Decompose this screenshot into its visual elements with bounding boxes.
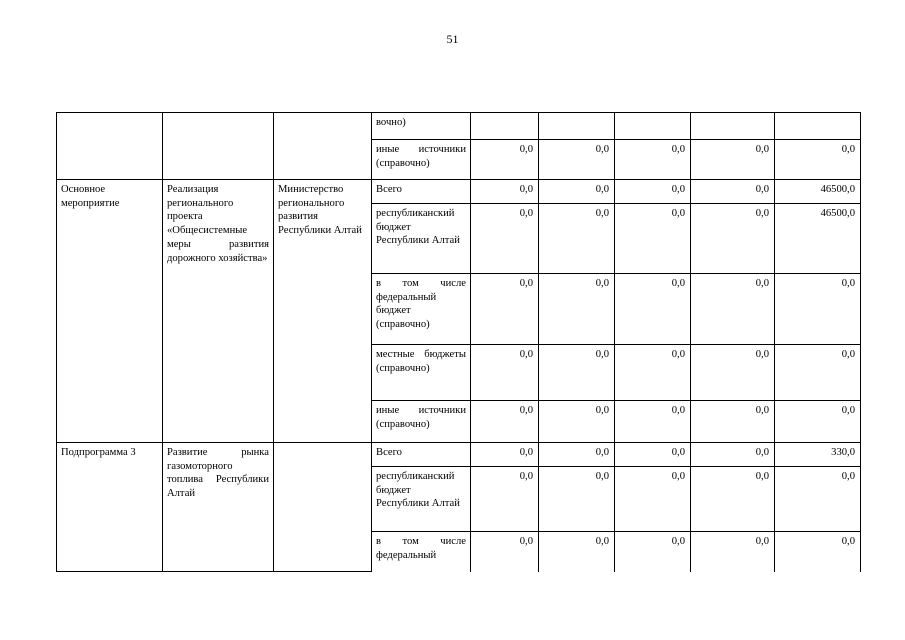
cell-value: 0,0 — [471, 345, 539, 401]
cell-value: 0,0 — [615, 345, 691, 401]
table-row — [57, 443, 861, 467]
cell-source: республиканский бюджет Республики Алтай — [372, 204, 471, 274]
cell-value: 0,0 — [691, 274, 775, 345]
cell-value — [471, 113, 539, 140]
cell-value: 0,0 — [539, 274, 615, 345]
cell-source: в том числе федеральный — [372, 532, 471, 572]
cell-value: 46500,0 — [775, 180, 861, 204]
cell-value: 0,0 — [615, 532, 691, 572]
cell-source: Всего — [372, 443, 471, 467]
cell-value: 0,0 — [775, 274, 861, 345]
cell-value — [615, 113, 691, 140]
cell-value — [691, 113, 775, 140]
cell-value: 0,0 — [471, 467, 539, 532]
cell-source: вочно) — [372, 113, 471, 140]
cell-value: 0,0 — [471, 443, 539, 467]
cell-value: 0,0 — [615, 467, 691, 532]
budget-table — [56, 112, 861, 572]
cell-value: 0,0 — [539, 401, 615, 443]
cell-value: 0,0 — [471, 401, 539, 443]
cell-value: 0,0 — [691, 140, 775, 180]
cell-value: 0,0 — [471, 180, 539, 204]
cell-value: 0,0 — [539, 345, 615, 401]
cell-value: 0,0 — [539, 180, 615, 204]
cell-program — [57, 113, 163, 180]
page-number: 51 — [446, 32, 459, 46]
cell-source: местные бюджеты (справочно) — [372, 345, 471, 401]
cell-value: 0,0 — [615, 140, 691, 180]
cell-value: 0,0 — [691, 532, 775, 572]
cell-value: 0,0 — [539, 140, 615, 180]
cell-value: 0,0 — [539, 443, 615, 467]
cell-source: в том числе федеральный бюджет (справочно) — [372, 274, 471, 345]
cell-value: 0,0 — [615, 204, 691, 274]
cell-value: 0,0 — [775, 467, 861, 532]
cell-value: 330,0 — [775, 443, 861, 467]
cell-title: Реализация регионального проекта «Общесистемные меры развития дорожного хозяйства» — [163, 180, 274, 443]
cell-value: 46500,0 — [775, 204, 861, 274]
cell-value: 0,0 — [775, 345, 861, 401]
cell-value: 0,0 — [775, 401, 861, 443]
cell-executor — [274, 113, 372, 180]
cell-value: 0,0 — [539, 532, 615, 572]
cell-value: 0,0 — [691, 443, 775, 467]
table-row — [57, 113, 861, 140]
cell-value: 0,0 — [691, 204, 775, 274]
cell-value: 0,0 — [471, 532, 539, 572]
cell-value: 0,0 — [691, 401, 775, 443]
cell-source: иные источники (справочно) — [372, 140, 471, 180]
cell-value: 0,0 — [471, 204, 539, 274]
cell-value: 0,0 — [471, 274, 539, 345]
cell-value: 0,0 — [691, 180, 775, 204]
cell-executor: Министерство регионального развития Республики Алтай — [274, 180, 372, 443]
cell-value: 0,0 — [691, 345, 775, 401]
cell-title: Развитие рынка газомоторного топлива Республики Алтай — [163, 443, 274, 572]
table-row — [57, 180, 861, 204]
cell-value — [539, 113, 615, 140]
cell-source: Всего — [372, 180, 471, 204]
cell-executor — [274, 443, 372, 572]
cell-value: 0,0 — [615, 443, 691, 467]
cell-value: 0,0 — [615, 274, 691, 345]
cell-value: 0,0 — [539, 467, 615, 532]
cell-value: 0,0 — [775, 140, 861, 180]
cell-value: 0,0 — [615, 180, 691, 204]
cell-program: Подпрограмма 3 — [57, 443, 163, 572]
cell-value: 0,0 — [691, 467, 775, 532]
cell-program: Основное мероприятие — [57, 180, 163, 443]
cell-source: иные источники (справочно) — [372, 401, 471, 443]
cell-value: 0,0 — [471, 140, 539, 180]
cell-value: 0,0 — [775, 532, 861, 572]
cell-value: 0,0 — [615, 401, 691, 443]
cell-source: республиканский бюджет Республики Алтай — [372, 467, 471, 532]
cell-title — [163, 113, 274, 180]
cell-value — [775, 113, 861, 140]
cell-value: 0,0 — [539, 204, 615, 274]
